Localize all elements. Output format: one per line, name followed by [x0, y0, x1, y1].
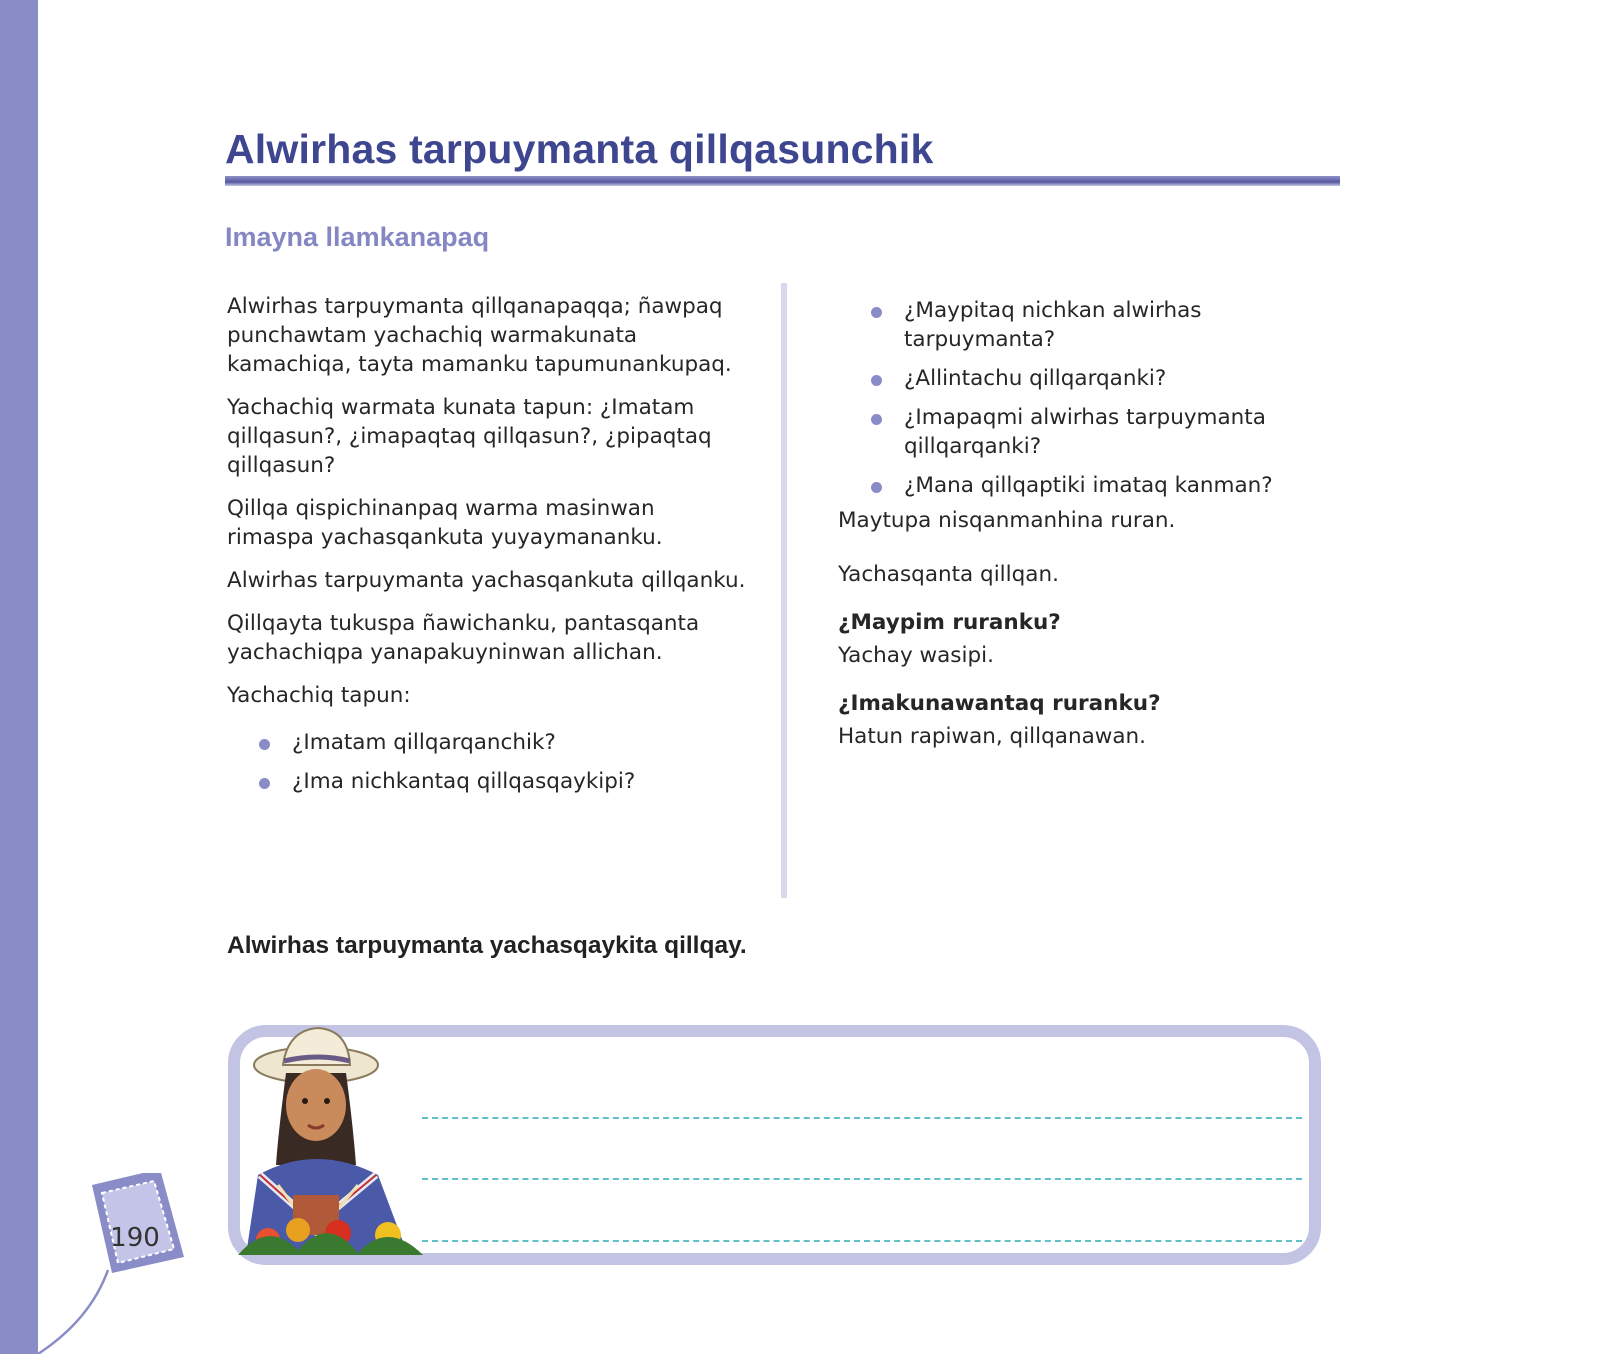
exercise-instruction: Alwirhas tarpuymanta yachasqaykita qillqay.: [227, 932, 747, 959]
answer-text: Yachay wasipi.: [838, 643, 994, 668]
paragraph: Qillqa qispichinanpaq warma masinwan rimaspa yachasqankuta yuyaymananku.: [227, 496, 663, 550]
list-item: [838, 296, 1318, 354]
writing-line[interactable]: [422, 1240, 1302, 1242]
question-heading: ¿Maypim ruranku?: [838, 610, 1061, 635]
question-list: [838, 296, 1318, 500]
list-item: [838, 364, 1318, 393]
paragraph: Alwirhas tarpuymanta qillqanapaqqa; ñawpaq punchawtam yachachiq warmakunata kamachiqa, tayta mamanku tapumunankupaq.: [227, 294, 732, 377]
column-divider: [781, 283, 787, 898]
title-underline: [225, 176, 1340, 186]
list-item: [227, 767, 747, 796]
bullet-icon: [871, 307, 882, 318]
list-item-text: ¿Maypitaq nichkan alwirhas tarpuymanta?: [904, 298, 1202, 352]
list-item-text: ¿Ima nichkantaq qillqasqaykipi?: [292, 769, 636, 794]
paragraph: Yachachiq tapun:: [227, 683, 411, 708]
list-item-text: ¿Imatam qillqarqanchik?: [292, 730, 556, 755]
list-item-text: ¿Allintachu qillqarqanki?: [904, 366, 1167, 391]
paragraph: Alwirhas tarpuymanta yachasqankuta qillqanku.: [227, 568, 746, 593]
page-title: Alwirhas tarpuymanta qillqasunchik: [225, 126, 934, 172]
writing-line[interactable]: [422, 1117, 1302, 1119]
list-item-text: ¿Mana qillqaptiki imataq kanman?: [904, 473, 1273, 498]
section-subtitle: Imayna llamkanapaq: [225, 222, 490, 252]
bullet-icon: [871, 414, 882, 425]
bullet-icon: [871, 375, 882, 386]
list-item: [227, 728, 747, 757]
paragraph: Yachachiq warmata kunata tapun: ¿Imatam qillqasun?, ¿imapaqtaq qillqasun?, ¿pipaqtaq qillqasun?: [227, 395, 712, 478]
bullet-icon: [259, 739, 270, 750]
list-item: [838, 471, 1318, 500]
left-margin-band: [0, 0, 38, 1354]
paragraph: Maytupa nisqanmanhina ruran.: [838, 508, 1176, 533]
list-item: [838, 403, 1318, 461]
bullet-icon: [871, 482, 882, 493]
question-list: [227, 728, 747, 796]
paragraph: Qillqayta tukuspa ñawichanku, pantasqanta yachachiqpa yanapakuyninwan allichan.: [227, 611, 700, 665]
answer-text: Hatun rapiwan, qillqanawan.: [838, 724, 1146, 749]
writing-line[interactable]: [422, 1178, 1302, 1180]
bullet-icon: [259, 778, 270, 789]
girl-illustration: [238, 1025, 423, 1255]
kite-string: [0, 1260, 140, 1354]
left-column: [227, 292, 747, 806]
paragraph: Yachasqanta qillqan.: [838, 562, 1059, 587]
list-item-text: ¿Imapaqmi alwirhas tarpuymanta qillqarqanki?: [904, 405, 1266, 459]
question-heading: ¿Imakunawantaq ruranku?: [838, 691, 1161, 716]
right-column: [838, 296, 1318, 765]
page-number: 190: [110, 1223, 160, 1253]
